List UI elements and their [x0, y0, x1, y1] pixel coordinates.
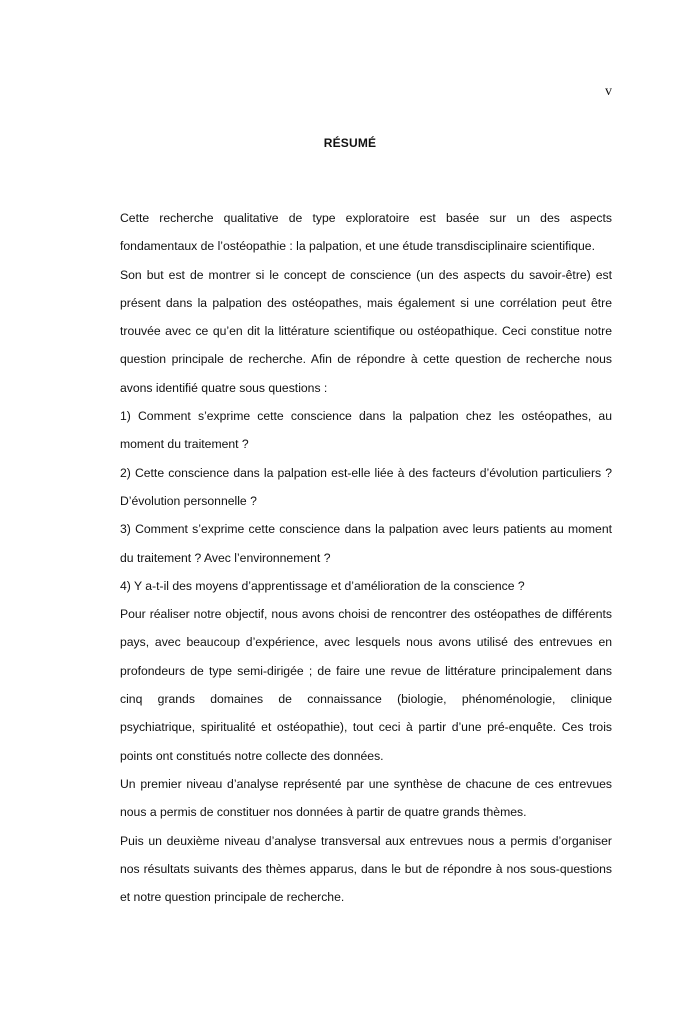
text-line: 1) Comment s’exprime cette conscience dans la palpation chez les ostéopathes, au	[120, 409, 612, 424]
text-line: et notre question principale de recherche.	[120, 890, 345, 905]
text-line: 3) Comment s’exprime cette conscience dans la palpation avec leurs patients au moment	[120, 522, 612, 537]
text-line: Cette recherche qualitative de type exploratoire est basée sur un des aspects	[120, 211, 612, 225]
text-line: fondamentaux de l’ostéopathie : la palpation, et une étude transdisciplinaire scientifique.	[120, 239, 595, 254]
text-line: nos résultats suivants des thèmes apparus, dans le but de répondre à nos sous-questions	[120, 861, 612, 876]
abstract-body	[120, 204, 612, 911]
text-line: points ont constitués notre collecte des données.	[120, 748, 384, 763]
page-number: v	[605, 84, 612, 99]
text-line: Puis un deuxième niveau d’analyse transversal aux entrevues nous a permis d’organiser	[120, 833, 612, 848]
text-line: 2) Cette conscience dans la palpation est-elle liée à des facteurs d’évolution particuliers ?	[120, 465, 612, 480]
text-line: profondeurs de type semi-dirigée ; de faire une revue de littérature principalement dans	[120, 663, 612, 678]
text-line: Son but est de montrer si le concept de conscience (un des aspects du savoir-être) est	[120, 267, 612, 282]
text-line: nous a permis de constituer nos données à partir de quatre grands thèmes.	[120, 805, 527, 820]
text-line: du traitement ? Avec l’environnement ?	[120, 550, 331, 565]
text-line: psychiatrique, spiritualité et ostéopathie), tout ceci à partir d’une pré-enquête. Ces trois	[120, 720, 612, 735]
text-line: Pour réaliser notre objectif, nous avons choisi de rencontrer des ostéopathes de différents	[120, 607, 612, 622]
text-line: moment du traitement ?	[120, 437, 249, 452]
text-line: question principale de recherche. Afin de répondre à cette question de recherche nous	[120, 352, 612, 367]
text-line: Un premier niveau d’analyse représenté par une synthèse de chacune de ces entrevues	[120, 776, 612, 791]
page-title: RÉSUMÉ	[323, 136, 377, 150]
text-line: présent dans la palpation des ostéopathes, mais également si une corrélation peut être	[120, 295, 612, 310]
text-line: 4) Y a-t-il des moyens d’apprentissage et d’amélioration de la conscience ?	[120, 578, 525, 593]
text-line: cinq grands domaines de connaissance (biologie, phénoménologie, clinique	[120, 692, 612, 707]
text-line: D’évolution personnelle ?	[120, 493, 257, 508]
text-line: avons identifié quatre sous questions :	[120, 380, 328, 395]
text-line: pays, avec beaucoup d’expérience, avec lesquels nous avons utilisé des entrevues en	[120, 635, 612, 650]
text-line: trouvée avec ce qu’en dit la littérature scientifique ou ostéopathique. Ceci constitue notre	[120, 324, 612, 339]
